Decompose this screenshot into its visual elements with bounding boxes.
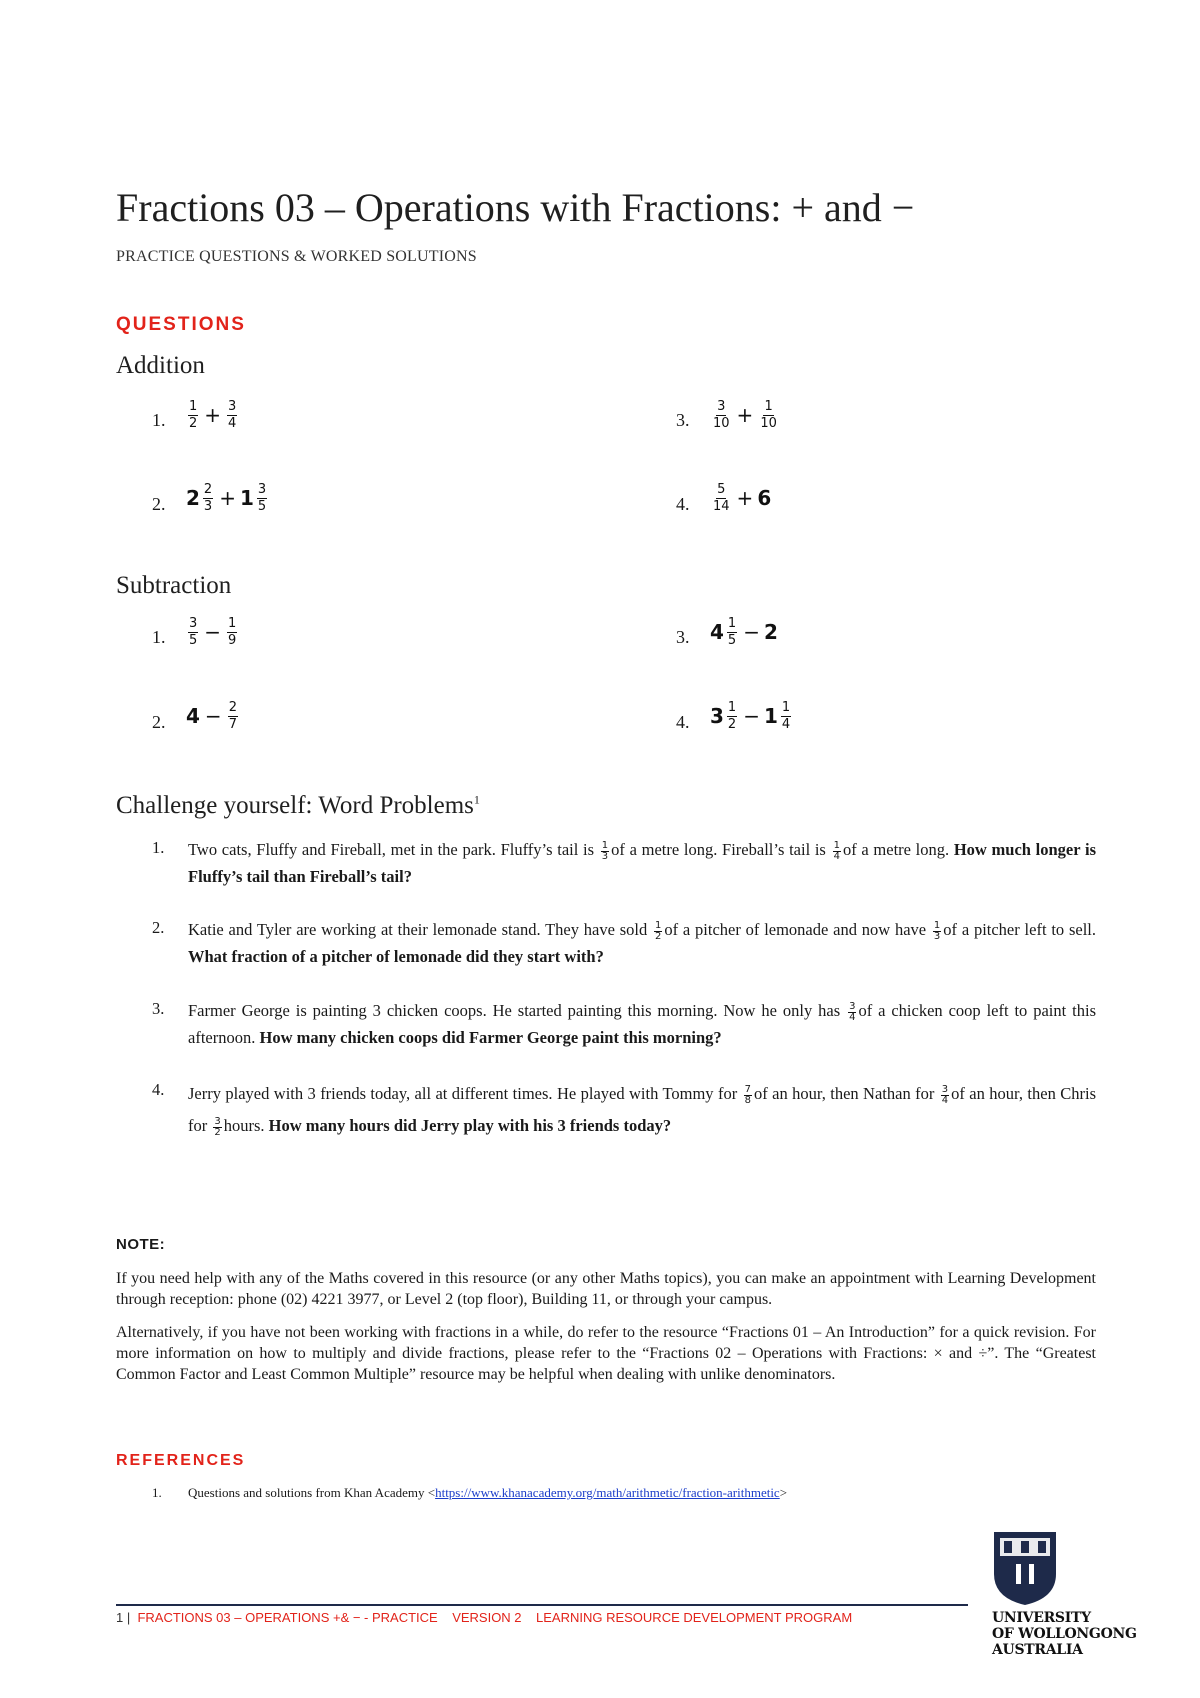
math-expression: 4 1 5 − 2 bbox=[710, 616, 778, 648]
word-problems-heading: Challenge yourself: Word Problems$^1$ bbox=[116, 792, 480, 819]
addition-heading: Addition bbox=[116, 352, 205, 379]
inline-fraction: $\frac{3}{4}$ bbox=[849, 1000, 856, 1023]
reference-item: 1. Questions and solutions from Khan Academy <https://www.khanacademy.org/math/arithmetic/fraction-arithmetic> bbox=[152, 1485, 788, 1500]
university-crest-icon bbox=[992, 1530, 1058, 1606]
operator: + bbox=[736, 403, 754, 428]
footer-version: VERSION 2 bbox=[452, 1610, 522, 1625]
question-bold: How much longer is Fluffy’s tail than Fireball’s tail? bbox=[188, 840, 1096, 886]
item-number: 2. bbox=[152, 494, 166, 514]
inline-fraction: $\frac{1}{3}$ bbox=[933, 919, 941, 942]
references-heading: REFERENCES bbox=[116, 1452, 246, 1469]
fraction: 3 10 bbox=[713, 399, 730, 431]
page-footer bbox=[116, 1610, 852, 1625]
word-problem-text: Jerry played with 3 friends today, all at different times. He played with Tommy for $\frac{7}{8}$ of an hour, then Nathan for $\frac{3}{4}$ of an hour, then Chris for $\frac{3}{2}$ hours. How many hours did Jerry play with his 3 friends today? bbox=[188, 1083, 1096, 1138]
item-number: 3. bbox=[676, 627, 690, 647]
operator: + bbox=[204, 403, 222, 428]
item-number: 3. bbox=[676, 410, 690, 430]
math-expression: 5 14 + 6 bbox=[713, 482, 772, 514]
question-bold: What fraction of a pitcher of lemonade did they start with? bbox=[188, 947, 604, 966]
footer-divider bbox=[116, 1604, 968, 1606]
inline-fraction: $\frac{7}{8}$ bbox=[744, 1083, 751, 1106]
inline-fraction: $\frac{3}{4}$ bbox=[941, 1083, 949, 1106]
item-number: 1. bbox=[152, 627, 166, 647]
fraction: 5 14 bbox=[713, 482, 730, 514]
item-number: 2. bbox=[152, 918, 165, 937]
math-expression bbox=[710, 400, 780, 430]
fraction: $\frac{2}{7}$ bbox=[228, 700, 237, 732]
item-number: 3. bbox=[152, 999, 165, 1018]
questions-heading: QUESTIONS bbox=[116, 314, 246, 335]
note-label: NOTE: bbox=[116, 1236, 166, 1253]
page-title: Fractions 03 – Operations with Fractions: + and − bbox=[116, 185, 915, 230]
fraction: 1 4 bbox=[781, 700, 791, 732]
note-paragraph-2: Alternatively, if you have not been working with fractions in a while, do refer to the resource “Fractions 01 – An Introduction” for a quick revision. For more information on how to multiply and divide fractions, please refer to the “Fractions 02 – Operations with Fractions: × and ÷”. The “Greatest Common Factor and Least Common Multiple” resource may be helpful when dealing with unlike denominators. bbox=[116, 1324, 1096, 1383]
fraction: 1 2 bbox=[189, 399, 198, 431]
fraction: 2 3 bbox=[203, 482, 213, 514]
operator: + bbox=[219, 486, 236, 511]
math-expression bbox=[186, 617, 239, 647]
math-expression: 4 − $\frac{2}{7}$ bbox=[186, 700, 237, 732]
item-number: 4. bbox=[676, 494, 690, 514]
inline-fraction: $\frac{1}{3}$ bbox=[601, 839, 609, 862]
word-problem-text: Two cats, Fluffy and Fireball, met in the park. Fluffy’s tail is $\frac{1}{3}$ of a metre long. Fireball’s tail is $\frac{1}{4}$ of a metre long. How much longer is Fluffy’s tail than Fireball’s tail? bbox=[188, 839, 1096, 886]
operator: − bbox=[743, 704, 760, 729]
operator: − bbox=[204, 704, 222, 729]
inline-fraction: $\frac{1}{4}$ bbox=[833, 839, 840, 862]
fraction: $\frac{1}{9}$ bbox=[228, 616, 237, 648]
inline-fraction: $\frac{1}{2}$ bbox=[655, 919, 662, 942]
fraction: 1 2 bbox=[727, 700, 737, 732]
item-number: 4. bbox=[676, 712, 690, 732]
math-expression bbox=[186, 400, 239, 430]
fraction: $\frac{1}{10}$ bbox=[760, 399, 777, 431]
word-problem-text: Farmer George is painting 3 chicken coops. He started painting this morning. Now he only has $\frac{3}{4}$ of a chicken coop left to paint this afternoon. How many chicken coops did Farmer George paint this morning? bbox=[188, 1000, 1096, 1047]
operator: − bbox=[743, 620, 760, 645]
question-bold: How many hours did Jerry play with his 3 friends today? bbox=[268, 1116, 672, 1135]
operator: + bbox=[736, 486, 754, 511]
subtraction-heading: Subtraction bbox=[116, 572, 232, 599]
reference-link[interactable]: https://www.khanacademy.org/math/arithmetic/fraction-arithmetic bbox=[435, 1485, 780, 1500]
page-number: 1 | bbox=[116, 1610, 131, 1625]
footnote-marker: 1 bbox=[473, 792, 480, 807]
fraction: $\frac{3}{4}$ bbox=[228, 399, 237, 431]
fraction: 3 5 bbox=[257, 482, 267, 514]
page-subtitle: PRACTICE QUESTIONS & WORKED SOLUTIONS bbox=[116, 248, 477, 265]
item-number: 1. bbox=[152, 410, 166, 430]
operator: − bbox=[204, 620, 222, 645]
footer-program: LEARNING RESOURCE DEVELOPMENT PROGRAM bbox=[536, 1610, 853, 1625]
item-number: 1. bbox=[152, 838, 165, 857]
university-wordmark: UNIVERSITY OF WOLLONGONG AUSTRALIA bbox=[992, 1610, 1137, 1658]
question-bold: How many chicken coops did Farmer George paint this morning? bbox=[259, 1028, 722, 1047]
note-paragraph-1: If you need help with any of the Maths covered in this resource (or any other Maths topics), you can make an appointment with Learning Development through reception: phone (02) 4221 3977, or Level 2 (top floor), Building 11, or through your campus. bbox=[116, 1270, 1096, 1308]
inline-fraction: $\frac{3}{2}$ bbox=[214, 1115, 221, 1138]
footer-doc-title: FRACTIONS 03 – OPERATIONS +& − - PRACTICE bbox=[137, 1610, 438, 1625]
item-number: 4. bbox=[152, 1080, 165, 1099]
item-number: 2. bbox=[152, 712, 166, 732]
fraction: 1 5 bbox=[727, 616, 737, 648]
math-expression: 3 1 2 − 1 1 4 bbox=[710, 700, 791, 732]
word-problem-text: Katie and Tyler are working at their lemonade stand. They have sold $\frac{1}{2}$ of a pitcher of lemonade and now have $\frac{1}{3}$ of a pitcher left to sell. What fraction of a pitcher of lemonade did they start with? bbox=[188, 919, 1096, 966]
math-expression: 2 2 3 + 1 3 5 bbox=[186, 482, 267, 514]
fraction: 3 5 bbox=[189, 616, 198, 648]
